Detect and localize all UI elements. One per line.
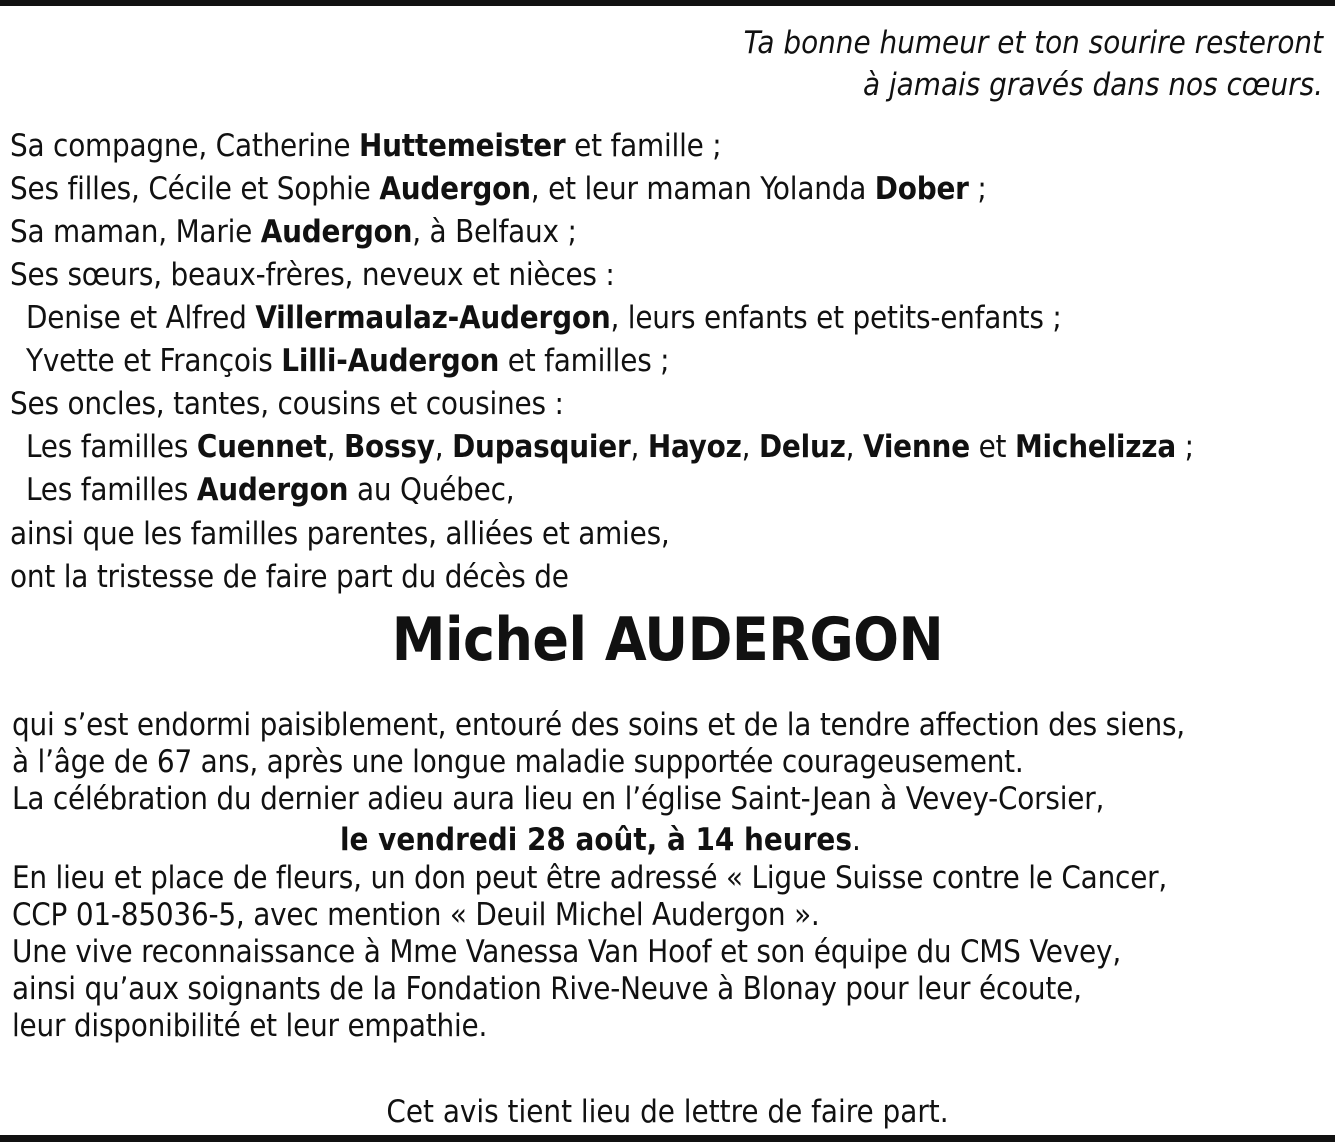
family-line-7: Ses oncles, tantes, cousins et cousines :: [10, 386, 564, 422]
family-line-10: ainsi que les familles parentes, alliées et amies,: [10, 516, 670, 552]
body-line-1: qui s’est endormi paisiblement, entouré des soins et de la tendre affection des siens,: [12, 707, 1185, 743]
family-line-2: Ses filles, Cécile et Sophie Audergon, et leur maman Yolanda Dober ;: [10, 171, 987, 207]
epigraph-line-1: Ta bonne humeur et ton sourire resteront: [743, 25, 1323, 61]
family-line-3: Sa maman, Marie Audergon, à Belfaux ;: [10, 214, 577, 250]
body-line-2: à l’âge de 67 ans, après une longue maladie supportée courageusement.: [12, 744, 1024, 780]
family-line-6: Yvette et François Lilli-Audergon et familles ;: [26, 343, 670, 379]
body-line-6: CCP 01-85036-5, avec mention « Deuil Michel Audergon ».: [12, 897, 820, 933]
epigraph: [423, 22, 1323, 106]
ceremony-date: le vendredi 28 août, à 14 heures.: [340, 822, 861, 858]
deceased-name: Michel AUDERGON: [391, 605, 944, 675]
family-line-8: Les familles Cuennet, Bossy, Dupasquier, Hayoz, Deluz, Vienne et Michelizza ;: [26, 429, 1194, 465]
body-line-9: leur disponibilité et leur empathie.: [12, 1008, 488, 1044]
footer-note: Cet avis tient lieu de lettre de faire part.: [386, 1094, 949, 1130]
top-rule: [0, 0, 1335, 6]
family-line-5: Denise et Alfred Villermaulaz-Audergon, leurs enfants et petits-enfants ;: [26, 300, 1062, 336]
body-line-5: En lieu et place de fleurs, un don peut être adressé « Ligue Suisse contre le Cancer,: [12, 860, 1168, 896]
body-line-3: La célébration du dernier adieu aura lieu en l’église Saint-Jean à Vevey-Corsier,: [12, 781, 1105, 817]
body-line-8: ainsi qu’aux soignants de la Fondation Rive-Neuve à Blonay pour leur écoute,: [12, 971, 1082, 1007]
bottom-rule: [0, 1135, 1335, 1142]
body-line-7: Une vive reconnaissance à Mme Vanessa Van Hoof et son équipe du CMS Vevey,: [12, 934, 1121, 970]
family-line-1: Sa compagne, Catherine Huttemeister et famille ;: [10, 128, 722, 164]
family-line-11: ont la tristesse de faire part du décès de: [10, 559, 569, 595]
family-line-9: Les familles Audergon au Québec,: [26, 472, 515, 508]
epigraph-line-2: à jamais gravés dans nos cœurs.: [862, 67, 1323, 103]
family-line-4: Ses sœurs, beaux-frères, neveux et nièces :: [10, 257, 615, 293]
